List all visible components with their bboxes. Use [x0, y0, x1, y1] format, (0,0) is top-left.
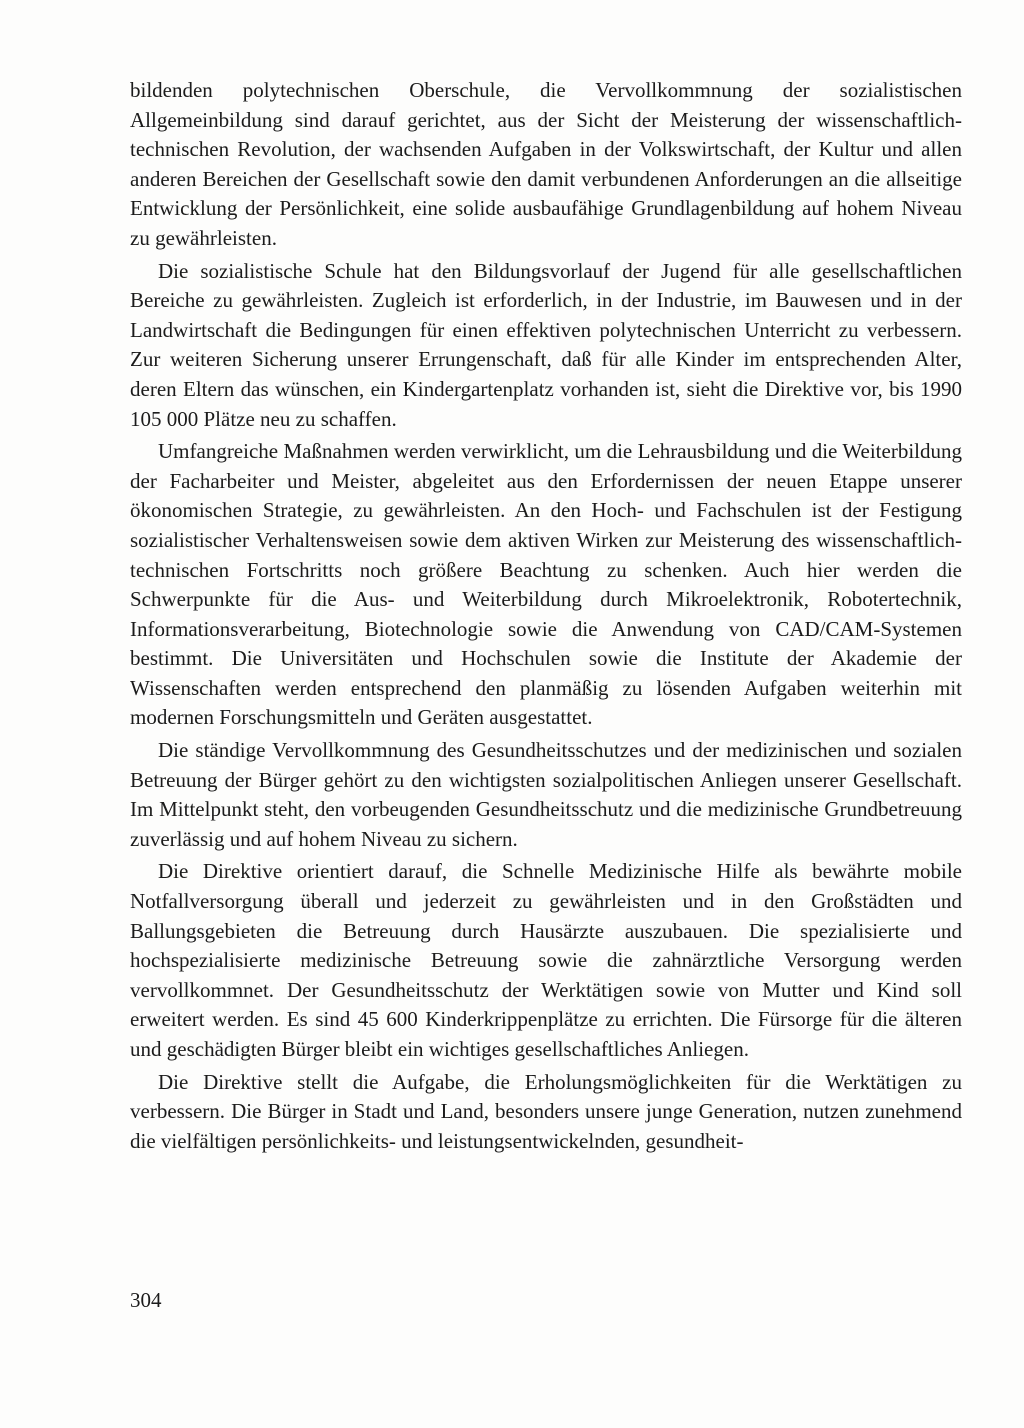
- paragraph-6: Die Direktive stellt die Aufgabe, die Erholungsmöglichkeiten für die Werktätigen zu verbessern. Die Bürger in Stadt und Land, besonders unsere junge Generation, nutzen zunehmend die vielfältigen persönlichkeits- und leistungsentwickelnden, gesundheit-: [130, 1069, 962, 1153]
- paragraph-4: Die ständige Vervollkommnung des Gesundheitsschutzes und der medizinischen und sozialen Betreuung der Bürger gehört zu den wichtigsten sozialpolitischen Anliegen unserer Gesellschaft. Im Mittelpunkt steht, den vorbeugenden Gesundheitsschutz und die medizinische Grundbetreuung zuverlässig und auf hohem Niveau zu sichern.: [130, 738, 962, 851]
- body-text: [130, 76, 962, 1159]
- paragraph-1: bildenden polytechnischen Oberschule, die Vervollkommnung der sozialistischen Allgemeinbildung sind darauf gerichtet, aus der Sicht der Meisterung der wissenschaftlich-technischen Revolution, der wachsenden Aufgaben in der Volkswirtschaft, der Kultur und allen anderen Bereichen der Gesellschaft sowie den damit verbundenen Anforderungen an die allseitige Entwicklung der Persönlichkeit, eine solide ausbaufähige Grundlagenbildung auf hohem Niveau zu gewährleisten.: [130, 78, 962, 250]
- paragraph-5: Die Direktive orientiert darauf, die Schnelle Medizinische Hilfe als bewährte mobile Notfallversorgung überall und jederzeit zu gewährleisten und in den Großstädten und Ballungsgebieten die Betreuung durch Hausärzte auszubauen. Die spezialisierte und hochspezialisierte medizinische Betreuung sowie die zahnärztliche Versorgung werden vervollkommnet. Der Gesundheitsschutz der Werktätigen sowie von Mutter und Kind soll erweitert werden. Es sind 45 600 Kinderkrippenplätze zu errichten. Die Fürsorge für die älteren und geschädigten Bürger bleibt ein wichtiges gesellschaftliches Anliegen.: [130, 859, 962, 1061]
- page-number: 304: [130, 1288, 162, 1312]
- paragraph-3: Umfangreiche Maßnahmen werden verwirklicht, um die Lehrausbildung und die Weiterbildung der Facharbeiter und Meister, abgeleitet aus den Erfordernissen der neuen Etappe unserer ökonomischen Strategie, zu gewährleisten. An den Hoch- und Fachschulen ist der Festigung sozialistischer Verhaltensweisen sowie dem aktiven Wirken zur Meisterung des wissenschaftlich-technischen Fortschritts noch größere Beachtung zu schenken. Auch hier werden die Schwerpunkte für die Aus- und Weiterbildung durch Mikroelektronik, Robotertechnik, Informationsverarbeitung, Biotechnologie sowie die Anwendung von CAD/CAM-Systemen bestimmt. Die Universitäten und Hochschulen sowie die Institute der Akademie der Wissenschaften werden entsprechend den planmäßig zu lösenden Aufgaben weiterhin mit modernen Forschungsmitteln und Geräten ausgestattet.: [130, 439, 962, 730]
- paragraph-2: Die sozialistische Schule hat den Bildungsvorlauf der Jugend für alle gesellschaftlichen Bereiche zu gewährleisten. Zugleich ist erforderlich, in der Industrie, im Bauwesen und in der Landwirtschaft die Bedingungen für einen effektiven polytechnischen Unterricht zu verbessern. Zur weiteren Sicherung unserer Errungenschaft, daß für alle Kinder im entsprechenden Alter, deren Eltern das wünschen, ein Kindergartenplatz vorhanden ist, sieht die Direktive vor, bis 1990 105 000 Plätze neu zu schaffen.: [130, 258, 962, 431]
